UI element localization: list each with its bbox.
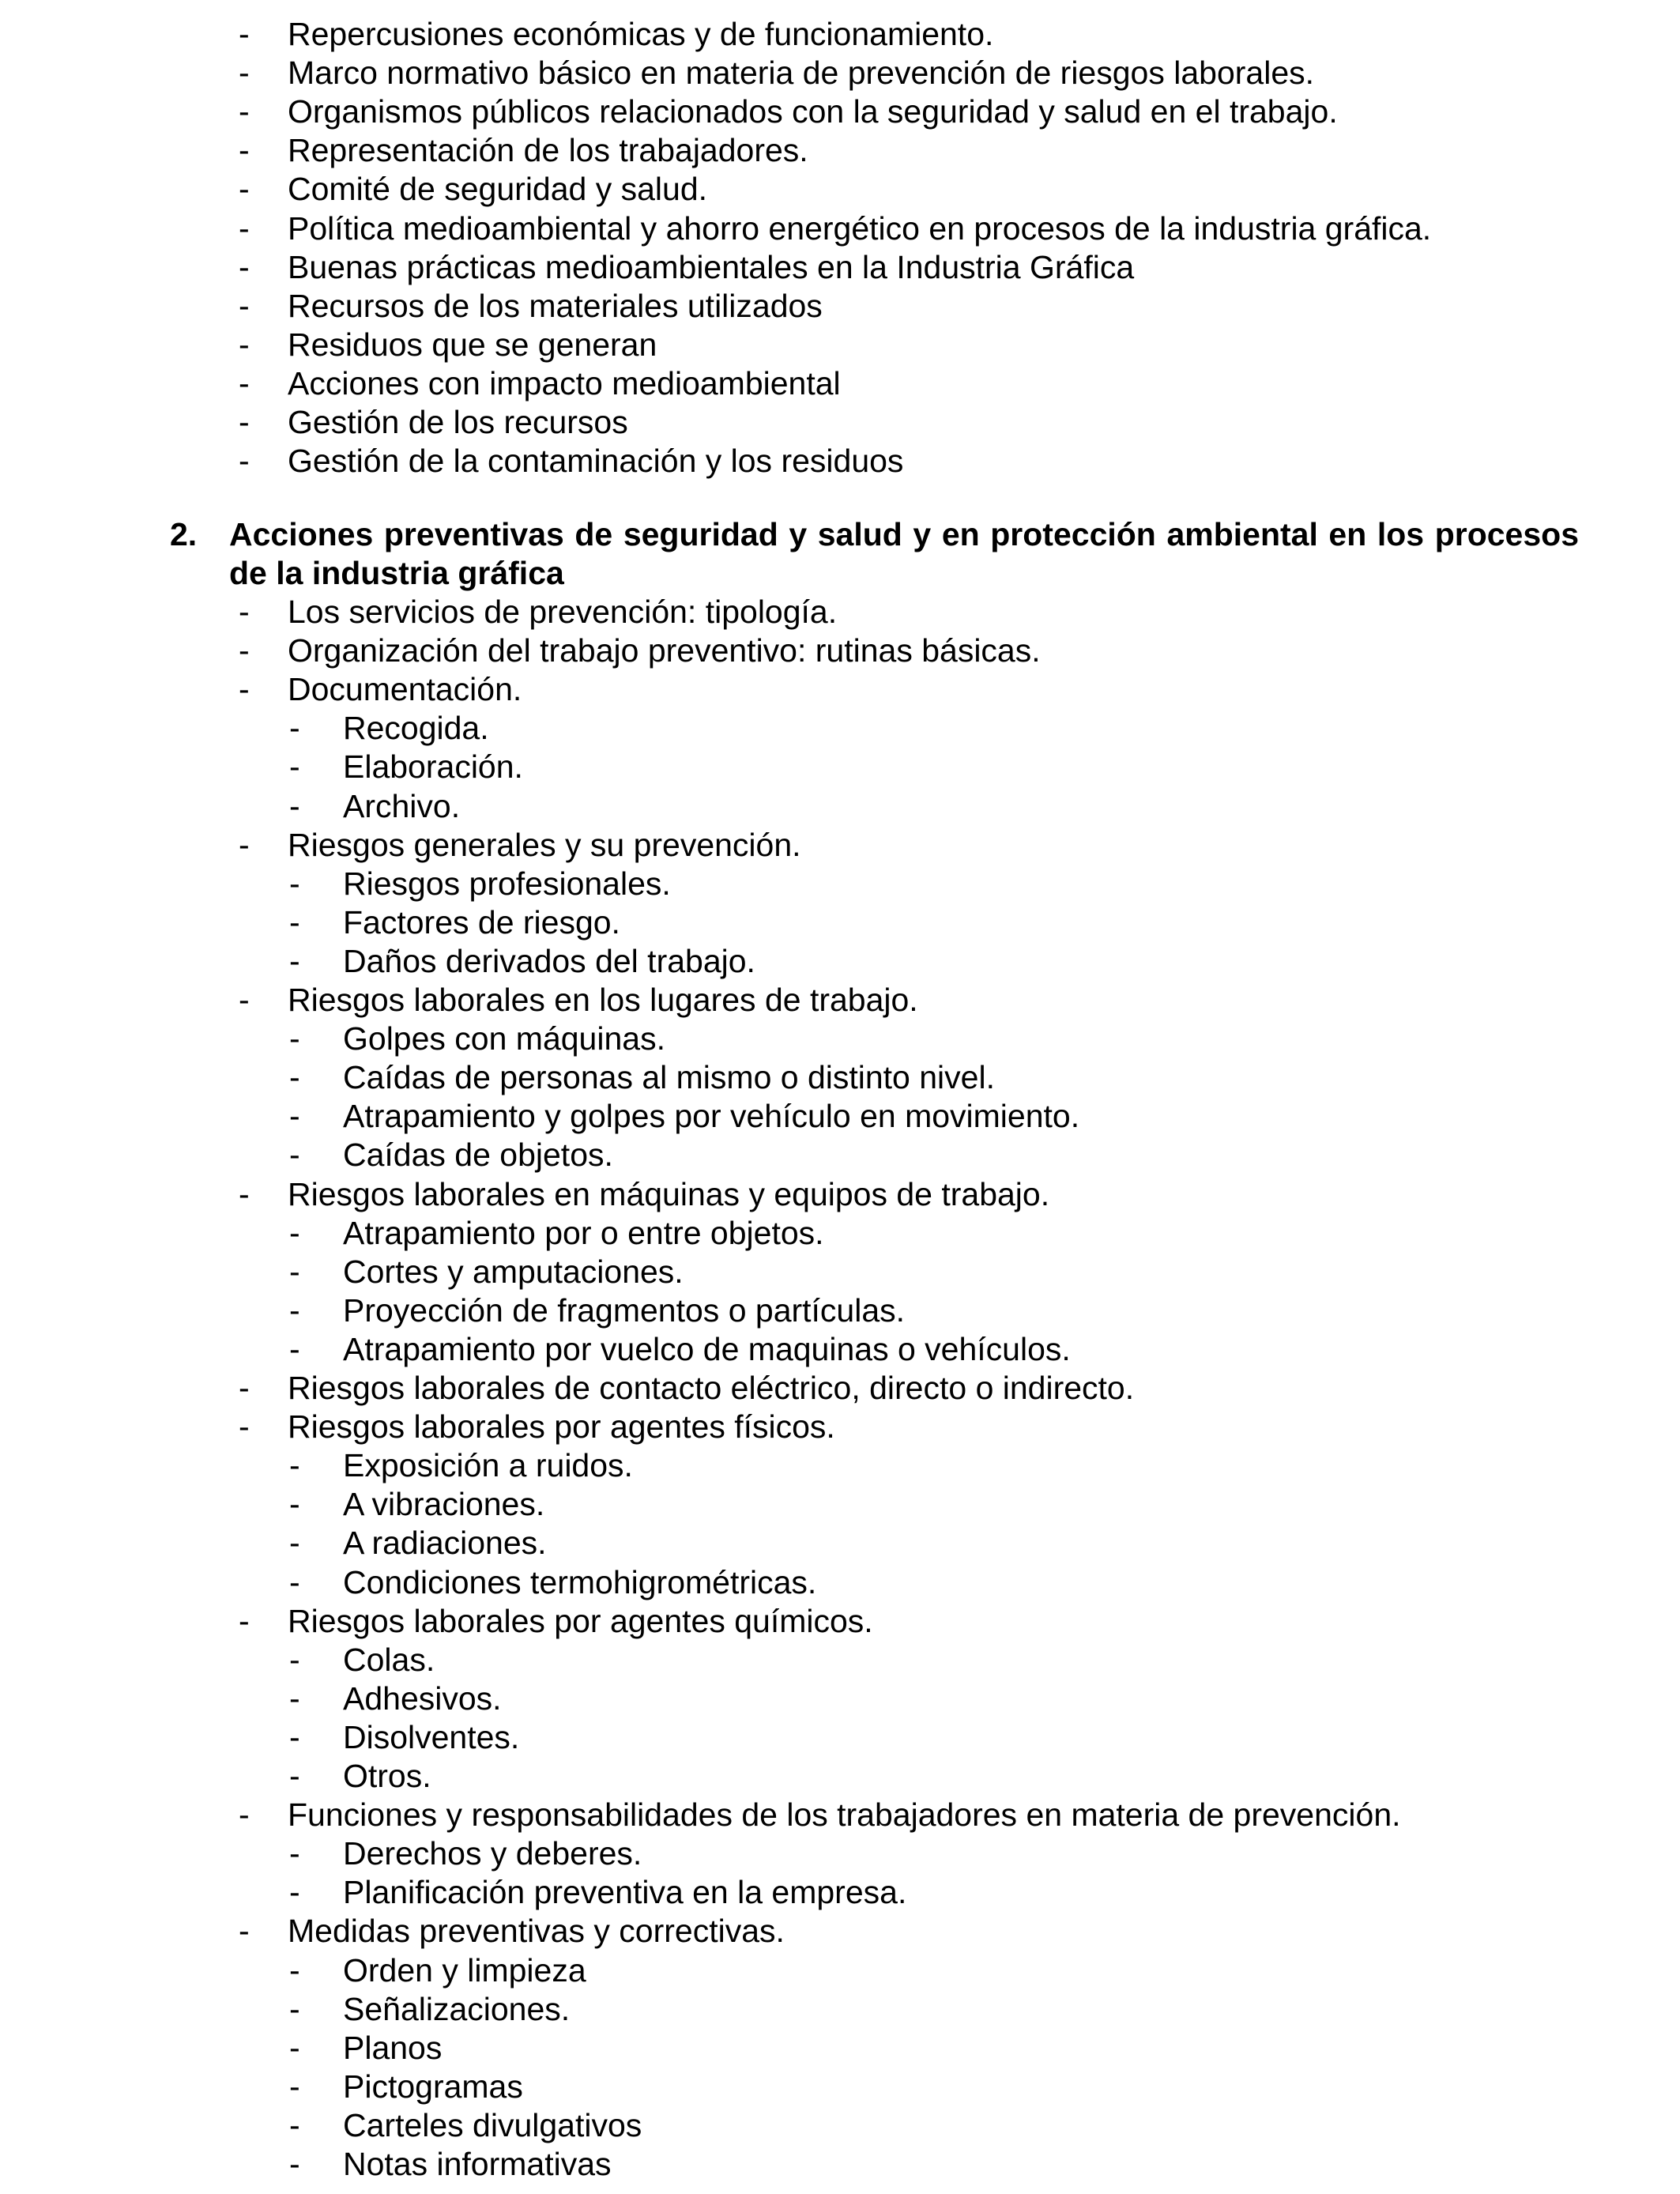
list-dash: -	[289, 1990, 300, 2027]
list-dash: -	[239, 1408, 250, 1446]
list-item-text: Recogida.	[343, 710, 489, 747]
list-dash: -	[289, 2106, 300, 2143]
list-item-text: Organismos públicos relacionados con la seguridad y salud en el trabajo.	[288, 93, 1338, 130]
list-dash: -	[289, 1641, 300, 1678]
list-dash: -	[289, 1137, 300, 1174]
list-dash: -	[289, 1874, 300, 1911]
list-dash: -	[239, 1602, 250, 1639]
list-dash: -	[239, 287, 250, 324]
list-item-text: Caídas de objetos.	[343, 1137, 613, 1174]
list-item-text: Planificación preventiva en la empresa.	[343, 1874, 907, 1911]
list-item-text: A vibraciones.	[343, 1486, 545, 1523]
list-item-text: Riesgos laborales por agentes físicos.	[288, 1408, 835, 1446]
list-item-text: Atrapamiento por vuelco de maquinas o vehículos.	[343, 1330, 1071, 1367]
list-item-text: Comité de seguridad y salud.	[288, 171, 708, 208]
list-item-text: Pictogramas	[343, 2068, 523, 2105]
list-item-text: Carteles divulgativos	[343, 2106, 642, 2143]
list-dash: -	[239, 364, 250, 401]
list-item-text: Riesgos profesionales.	[343, 865, 671, 902]
list-item-text: Recursos de los materiales utilizados	[288, 287, 823, 324]
list-dash: -	[289, 1447, 300, 1484]
list-item-text: Golpes con máquinas.	[343, 1020, 665, 1057]
list-dash: -	[289, 1214, 300, 1251]
list-item-text: Adhesivos.	[343, 1679, 502, 1717]
list-item-text: Organización del trabajo preventivo: rutinas básicas.	[288, 632, 1041, 669]
list-dash: -	[239, 1175, 250, 1212]
section-title: Acciones preventivas de seguridad y salud y en protección ambiental en los procesos de la industria gráfica	[229, 516, 1579, 591]
list-dash: -	[289, 1525, 300, 1562]
list-dash: -	[239, 132, 250, 169]
list-item-text: Residuos que se generan	[288, 326, 657, 363]
list-item-text: Planos	[343, 2029, 443, 2066]
list-item-text: Derechos y deberes.	[343, 1835, 642, 1872]
list-item-text: Otros.	[343, 1758, 431, 1794]
list-item-text: Proyección de fragmentos o partículas.	[343, 1291, 906, 1329]
list-dash: -	[239, 982, 250, 1018]
list-item-text: Elaboración.	[343, 748, 523, 786]
list-item-text: Marco normativo básico en materia de prevención de riesgos laborales.	[288, 55, 1315, 92]
list-item-text: Los servicios de prevención: tipología.	[288, 594, 838, 630]
list-dash: -	[289, 1330, 300, 1367]
list-dash: -	[289, 1059, 300, 1096]
list-item-text: Archivo.	[343, 787, 461, 824]
list-dash: -	[289, 1718, 300, 1755]
list-dash: -	[239, 632, 250, 669]
list-item-text: Documentación.	[288, 671, 522, 708]
list-item-text: A radiaciones.	[343, 1525, 547, 1562]
list-item-text: Notas informativas	[343, 2146, 612, 2182]
list-dash: -	[239, 171, 250, 208]
list-dash: -	[289, 865, 300, 902]
list-item-text: Daños derivados del trabajo.	[343, 942, 755, 979]
list-item-text: Riesgos laborales en los lugares de trabajo.	[288, 982, 918, 1018]
list-dash: -	[239, 1370, 250, 1406]
list-item-text: Política medioambiental y ahorro energético en procesos de la industria gráfica.	[288, 209, 1432, 247]
list-dash: -	[239, 209, 250, 247]
list-dash: -	[289, 1486, 300, 1523]
list-dash: -	[239, 1796, 250, 1834]
list-dash: -	[239, 16, 250, 52]
list-dash: -	[289, 787, 300, 824]
list-dash: -	[239, 55, 250, 92]
list-item-text: Factores de riesgo.	[343, 903, 620, 941]
list-dash: -	[289, 1253, 300, 1290]
section-number: 2.	[170, 516, 198, 552]
list-dash: -	[289, 1835, 300, 1872]
list-dash: -	[289, 710, 300, 747]
list-item-text: Caídas de personas al mismo o distinto nivel.	[343, 1059, 995, 1096]
list-item-text: Condiciones termohigrométricas.	[343, 1563, 817, 1600]
list-item-text: Riesgos generales y su prevención.	[288, 826, 801, 863]
list-item-text: Medidas preventivas y correctivas.	[288, 1913, 785, 1950]
list-dash: -	[289, 1758, 300, 1794]
list-dash: -	[289, 2068, 300, 2105]
list-item-text: Repercusiones económicas y de funcionamiento.	[288, 16, 994, 52]
list-dash: -	[239, 93, 250, 130]
list-item-text: Exposición a ruidos.	[343, 1447, 633, 1484]
list-dash: -	[289, 2146, 300, 2182]
section-2-heading	[0, 515, 1680, 593]
list-item-text: Orden y limpieza	[343, 1951, 586, 1989]
list-item-text: Riesgos laborales en máquinas y equipos de trabajo.	[288, 1175, 1050, 1212]
list-dash: -	[239, 248, 250, 285]
list-item-text: Buenas prácticas medioambientales en la Industria Gráfica	[288, 248, 1135, 285]
list-dash: -	[289, 942, 300, 979]
list-dash: -	[239, 443, 250, 480]
list-dash: -	[239, 326, 250, 363]
list-item-text: Disolventes.	[343, 1718, 520, 1755]
list-dash: -	[239, 404, 250, 440]
list-item-text: Funciones y responsabilidades de los trabajadores en materia de prevención.	[288, 1796, 1401, 1834]
list-dash: -	[289, 1291, 300, 1329]
list-dash: -	[289, 1098, 300, 1135]
list-item-text: Representación de los trabajadores.	[288, 132, 808, 169]
list-dash: -	[239, 594, 250, 630]
list-dash: -	[239, 1913, 250, 1950]
list-dash: -	[289, 903, 300, 941]
list-item-text: Colas.	[343, 1641, 435, 1678]
list-dash: -	[289, 1679, 300, 1717]
list-item-text: Cortes y amputaciones.	[343, 1253, 684, 1290]
list-dash: -	[289, 1951, 300, 1989]
list-dash: -	[289, 748, 300, 786]
list-item-text: Atrapamiento y golpes por vehículo en movimiento.	[343, 1098, 1080, 1135]
list-dash: -	[289, 1563, 300, 1600]
list-item-text: Gestión de los recursos	[288, 404, 628, 440]
list-item-text: Gestión de la contaminación y los residuos	[288, 443, 904, 480]
list-item-text: Atrapamiento por o entre objetos.	[343, 1214, 824, 1251]
list-dash: -	[239, 671, 250, 708]
list-item-text: Riesgos laborales de contacto eléctrico, directo o indirecto.	[288, 1370, 1135, 1406]
list-item-text: Acciones con impacto medioambiental	[288, 364, 841, 401]
list-item-text: Señalizaciones.	[343, 1990, 571, 2027]
list-item-text: Riesgos laborales por agentes químicos.	[288, 1602, 873, 1639]
list-dash: -	[289, 1020, 300, 1057]
list-dash: -	[239, 826, 250, 863]
list-dash: -	[289, 2029, 300, 2066]
